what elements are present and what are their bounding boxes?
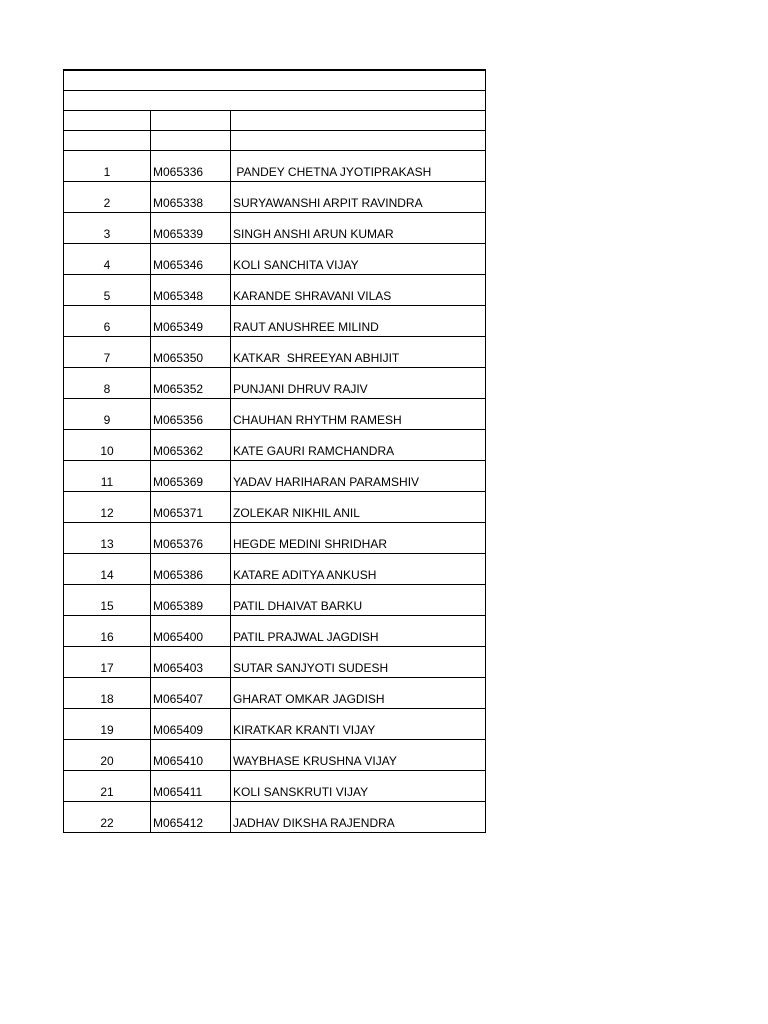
header-cell-name bbox=[231, 131, 485, 150]
student-name-cell: CHAUHAN RHYTHM RAMESH bbox=[233, 413, 402, 427]
serial-number-cell: 16 bbox=[64, 616, 151, 646]
table-row bbox=[63, 275, 486, 306]
student-id-cell: M065410 bbox=[151, 740, 231, 770]
student-id-cell: M065403 bbox=[151, 647, 231, 677]
student-name-cell: PATIL DHAIVAT BARKU bbox=[233, 599, 363, 613]
student-id-cell: M065369 bbox=[151, 461, 231, 491]
serial-number-cell: 10 bbox=[64, 430, 151, 460]
title-row-2 bbox=[63, 91, 486, 111]
student-name-cell: KIRATKAR KRANTI VIJAY bbox=[233, 723, 376, 737]
table-row bbox=[63, 337, 486, 368]
serial-number-cell: 15 bbox=[64, 585, 151, 615]
student-id-cell: M065386 bbox=[151, 554, 231, 584]
table-row bbox=[63, 523, 486, 554]
table-row bbox=[63, 802, 486, 833]
table-row bbox=[63, 554, 486, 585]
serial-number-cell: 17 bbox=[64, 647, 151, 677]
serial-number-cell: 11 bbox=[64, 461, 151, 491]
student-id-cell: M065362 bbox=[151, 430, 231, 460]
table-row bbox=[63, 244, 486, 275]
student-name-cell: KATARE ADITYA ANKUSH bbox=[233, 568, 377, 582]
student-id-cell: M065376 bbox=[151, 523, 231, 553]
student-id-cell: M065349 bbox=[151, 306, 231, 336]
header-cell-name bbox=[231, 111, 485, 130]
student-id-cell: M065350 bbox=[151, 337, 231, 367]
table-row bbox=[63, 740, 486, 771]
serial-number-cell: 3 bbox=[64, 213, 151, 243]
table-body bbox=[63, 151, 486, 833]
table-row bbox=[63, 616, 486, 647]
student-name-cell: RAUT ANUSHREE MILIND bbox=[233, 320, 379, 334]
table-row bbox=[63, 368, 486, 399]
student-name-cell: PATIL PRAJWAL JAGDISH bbox=[233, 630, 379, 644]
serial-number-cell: 12 bbox=[64, 492, 151, 522]
header-cell-id bbox=[151, 131, 231, 150]
student-name-cell: GHARAT OMKAR JAGDISH bbox=[233, 692, 385, 706]
student-id-cell: M065412 bbox=[151, 802, 231, 832]
student-name-cell: WAYBHASE KRUSHNA VIJAY bbox=[233, 754, 397, 768]
serial-number-cell: 22 bbox=[64, 802, 151, 832]
student-name-cell: JADHAV DIKSHA RAJENDRA bbox=[233, 816, 395, 830]
table-row bbox=[63, 182, 486, 213]
student-name-cell: SUTAR SANJYOTI SUDESH bbox=[233, 661, 389, 675]
serial-number-cell: 9 bbox=[64, 399, 151, 429]
student-name-cell: PANDEY CHETNA JYOTIPRAKASH bbox=[233, 165, 432, 179]
student-id-cell: M065346 bbox=[151, 244, 231, 274]
serial-number-cell: 7 bbox=[64, 337, 151, 367]
header-cell-sr bbox=[64, 131, 151, 150]
student-id-cell: M065371 bbox=[151, 492, 231, 522]
student-id-cell: M065338 bbox=[151, 182, 231, 212]
student-id-cell: M065409 bbox=[151, 709, 231, 739]
table-row bbox=[63, 399, 486, 430]
student-id-cell: M065348 bbox=[151, 275, 231, 305]
serial-number-cell: 2 bbox=[64, 182, 151, 212]
student-id-cell: M065400 bbox=[151, 616, 231, 646]
student-name-cell: KOLI SANSKRUTI VIJAY bbox=[233, 785, 369, 799]
serial-number-cell: 1 bbox=[64, 151, 151, 181]
header-cell-sr bbox=[64, 111, 151, 130]
table-row bbox=[63, 492, 486, 523]
header-cell-id bbox=[151, 111, 231, 130]
student-id-cell: M065352 bbox=[151, 368, 231, 398]
student-name-cell: ZOLEKAR NIKHIL ANIL bbox=[233, 506, 360, 520]
student-name-cell: SURYAWANSHI ARPIT RAVINDRA bbox=[233, 196, 423, 210]
title-row-1 bbox=[63, 71, 486, 91]
serial-number-cell: 8 bbox=[64, 368, 151, 398]
table-row bbox=[63, 306, 486, 337]
serial-number-cell: 14 bbox=[64, 554, 151, 584]
table-row bbox=[63, 461, 486, 492]
student-list-table bbox=[63, 69, 486, 833]
student-id-cell: M065411 bbox=[151, 771, 231, 801]
student-name-cell: YADAV HARIHARAN PARAMSHIV bbox=[233, 475, 420, 489]
serial-number-cell: 20 bbox=[64, 740, 151, 770]
table-row bbox=[63, 709, 486, 740]
header-row-1 bbox=[63, 111, 486, 131]
student-name-cell: KARANDE SHRAVANI VILAS bbox=[233, 289, 392, 303]
table-row bbox=[63, 678, 486, 709]
serial-number-cell: 4 bbox=[64, 244, 151, 274]
header-row-2 bbox=[63, 131, 486, 151]
student-name-cell: KATKAR SHREEYAN ABHIJIT bbox=[233, 351, 400, 365]
serial-number-cell: 18 bbox=[64, 678, 151, 708]
table-row bbox=[63, 585, 486, 616]
student-name-cell: HEGDE MEDINI SHRIDHAR bbox=[233, 537, 388, 551]
student-name-cell: SINGH ANSHI ARUN KUMAR bbox=[233, 227, 394, 241]
table-row bbox=[63, 213, 486, 244]
student-id-cell: M065407 bbox=[151, 678, 231, 708]
serial-number-cell: 21 bbox=[64, 771, 151, 801]
student-name-cell: PUNJANI DHRUV RAJIV bbox=[233, 382, 368, 396]
student-id-cell: M065356 bbox=[151, 399, 231, 429]
serial-number-cell: 19 bbox=[64, 709, 151, 739]
table-row bbox=[63, 647, 486, 678]
serial-number-cell: 6 bbox=[64, 306, 151, 336]
student-id-cell: M065339 bbox=[151, 213, 231, 243]
student-name-cell: KOLI SANCHITA VIJAY bbox=[233, 258, 359, 272]
serial-number-cell: 13 bbox=[64, 523, 151, 553]
table-row bbox=[63, 430, 486, 461]
table-row bbox=[63, 771, 486, 802]
student-id-cell: M065389 bbox=[151, 585, 231, 615]
serial-number-cell: 5 bbox=[64, 275, 151, 305]
student-id-cell: M065336 bbox=[151, 151, 231, 181]
student-name-cell: KATE GAURI RAMCHANDRA bbox=[233, 444, 395, 458]
table-row bbox=[63, 151, 486, 182]
